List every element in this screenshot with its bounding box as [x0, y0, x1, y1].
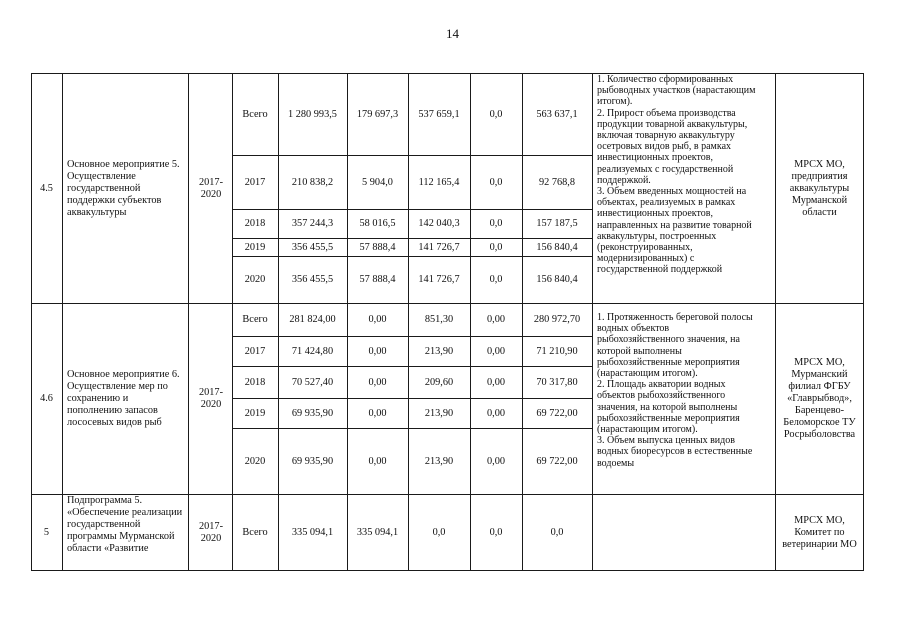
total-cell: 210 838,2 [291, 176, 334, 188]
year-cell: 2018 [244, 376, 266, 388]
amount-cell: 156 840,4 [536, 241, 578, 253]
amount-cell: 0,00 [368, 407, 387, 419]
executor-cell: МРСХ МО, Мурманский филиал ФГБУ «Главрыбвод», Баренцево-Беломорское ТУ Росрыболовства [783, 357, 856, 440]
total-cell: 69 935,90 [291, 455, 334, 467]
event-period: 2017-2020 [198, 387, 224, 410]
event-name: Основное мероприятие 5. Осуществление государственной поддержки субъектов аквакультуры [67, 158, 180, 218]
amount-cell: 0,0 [489, 108, 503, 120]
amount-cell: 141 726,7 [418, 241, 460, 253]
amount-cell: 0,0 [489, 176, 503, 188]
amount-cell: 0,00 [486, 314, 506, 325]
amount-cell: 280 972,70 [533, 314, 581, 325]
page-number: 14 [446, 26, 459, 41]
executor-cell: МРСХ МО, предприятия аквакультуры Мурманской области [789, 158, 850, 218]
amount-cell: 0,00 [368, 455, 387, 467]
table-bottom-border [31, 570, 864, 571]
total-cell: 357 244,3 [291, 218, 334, 229]
year-cell: 2017 [244, 345, 266, 357]
amount-cell: 69 722,00 [536, 407, 578, 419]
amount-cell: 335 094,1 [356, 526, 399, 538]
amount-cell: 112 165,4 [418, 176, 460, 188]
col-line-1 [62, 73, 63, 571]
amount-cell: 57 888,4 [359, 274, 396, 285]
executor-cell: МРСХ МО, Комитет по ветеринарии МО [782, 514, 857, 550]
col-line-11 [863, 73, 864, 571]
total-cell: 356 455,5 [291, 274, 334, 285]
col-line-10 [775, 73, 776, 571]
total-cell: 335 094,1 [291, 526, 334, 538]
amount-cell: 179 697,3 [356, 108, 399, 120]
amount-cell: 70 317,80 [536, 376, 578, 388]
amount-cell: 57 888,4 [359, 241, 396, 253]
year-cell: Всего [242, 108, 268, 120]
year-cell: 2018 [244, 218, 266, 229]
amount-cell: 71 210,90 [536, 345, 578, 357]
indicators-text: 1. Протяженность береговой полосы водных объектов рыбохозяйственного значения, на которой выполнены рыбохозяйственные мероприятия (нарастающим итогом). 2. Площадь акватории водных объектов рыбохозяйственного значения, на которой выполнены рыбохозяйственные мероприятия (нарастающим итогом). 3. Объем выпуска ценных видов водных биоресурсов в естественные водоемы [597, 312, 753, 469]
amount-cell: 0,00 [486, 376, 506, 388]
amount-cell: 156 840,4 [536, 274, 578, 285]
amount-cell: 141 726,7 [418, 274, 460, 285]
total-cell: 281 824,00 [289, 314, 336, 325]
row-number: 4.5 [40, 182, 53, 194]
amount-cell: 0,00 [486, 345, 506, 357]
amount-cell: 0,00 [368, 345, 387, 357]
total-cell: 356 455,5 [291, 241, 334, 253]
amount-cell: 213,90 [424, 407, 454, 419]
year-cell: 2019 [244, 407, 266, 419]
amount-cell: 69 722,00 [536, 455, 578, 467]
total-cell: 69 935,90 [291, 407, 334, 419]
year-cell: 2020 [244, 274, 266, 285]
row-number: 4.6 [40, 393, 53, 404]
amount-cell: 0,0 [489, 274, 503, 285]
indicators-text: 1. Количество сформированных рыбоводных участков (нарастающим итогом). 2. Прирост объема производства продукции товарной аквакультуры, включая товарную аквакультуру осетровых видов рыб, в рамках инвестиционных проектов, реализуемых с государственной поддержкой. 3. Объем введенных мощностей на объектах, реализуемых в рамках инвестиционных проектов, направленных на развитие товарной аквакультуры, построенных (реконструированных, модернизированных) с государственной поддержкой [597, 74, 756, 276]
amount-cell: 851,30 [424, 314, 454, 325]
amount-cell: 0,0 [489, 218, 503, 229]
total-cell: 71 424,80 [291, 345, 334, 357]
amount-cell: 563 637,1 [536, 108, 578, 120]
year-cell: 2019 [244, 241, 266, 253]
year-cell: 2017 [244, 176, 266, 188]
event-name: Основное мероприятие 6. Осуществление мер по сохранению и пополнению запасов лососевых видов рыб [67, 369, 180, 428]
row-number: 5 [43, 526, 50, 538]
amount-cell: 0,0 [489, 241, 503, 253]
col-line-9 [592, 73, 593, 571]
amount-cell: 213,90 [424, 455, 454, 467]
amount-cell: 0,00 [368, 314, 387, 325]
year-cell: Всего [242, 314, 268, 325]
col-line-2 [188, 73, 189, 571]
year-cell: 2020 [244, 455, 266, 467]
total-cell: 70 527,40 [291, 376, 334, 388]
amount-cell: 0,0 [432, 526, 446, 538]
amount-cell: 5 904,0 [362, 176, 393, 188]
event-name: Подпрограмма 5. «Обеспечение реализации государственной программы Мурманской области «Развитие [67, 495, 183, 554]
event-period: 2017-2020 [198, 520, 224, 544]
year-cell: Всего [242, 526, 268, 538]
amount-cell: 0,0 [489, 526, 503, 538]
amount-cell: 213,90 [424, 345, 454, 357]
amount-cell: 157 187,5 [536, 218, 578, 229]
amount-cell: 58 016,5 [359, 218, 396, 229]
amount-cell: 537 659,1 [418, 108, 460, 120]
amount-cell: 209,60 [424, 376, 454, 388]
total-cell: 1 280 993,5 [288, 108, 337, 120]
amount-cell: 0,0 [550, 526, 564, 538]
amount-cell: 0,00 [486, 455, 506, 467]
amount-cell: 142 040,3 [418, 218, 460, 229]
event-period: 2017-2020 [198, 176, 224, 200]
amount-cell: 0,00 [368, 376, 387, 388]
amount-cell: 92 768,8 [538, 176, 576, 188]
amount-cell: 0,00 [486, 407, 506, 419]
